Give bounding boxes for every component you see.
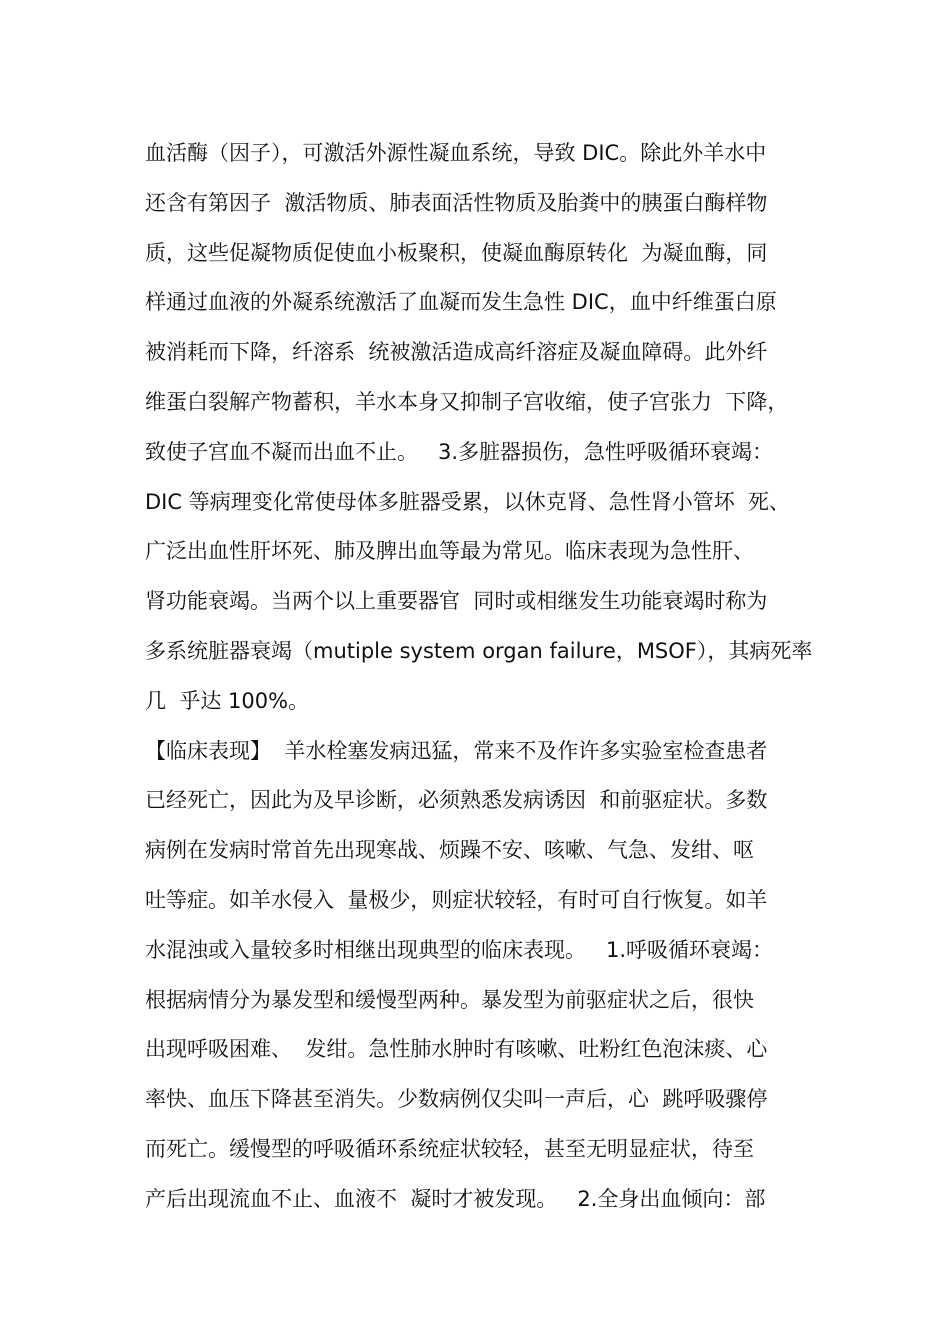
text-line: 根据病情分为暴发型和缓慢型两种。暴发型为前驱症状之后，很快: [145, 987, 754, 1012]
text-line: 血活酶（因子），可激活外源性凝血系统，导致 DIC。除此外羊水中: [145, 141, 767, 165]
text-line: 吐等症。如羊水侵入 量极少，则症状较轻，有时可自行恢复。如羊: [145, 887, 768, 912]
text-line: 率快、血压下降甚至消失。少数病例仅尖叫一声后，心 跳呼吸骤停: [145, 1087, 768, 1112]
text-line: 被消耗而下降，纤溶系 统被激活造成高纤溶症及凝血障碍。此外纤: [145, 340, 768, 365]
text-line: 广泛出血性肝坏死、肺及脾出血等最为常见。临床表现为急性肝、: [145, 539, 754, 564]
text-line: 产后出现流血不止、血液不 凝时才被发现。 2.全身出血倾向：部: [145, 1186, 766, 1211]
text-line: 水混浊或入量较多时相继出现典型的临床表现。 1.呼吸循环衰竭：: [145, 937, 774, 962]
text-line: 肾功能衰竭。当两个以上重要器官 同时或相继发生功能衰竭时称为: [145, 589, 768, 614]
document-body: [145, 129, 825, 1225]
text-line: 多系统脏器衰竭（mutiple system organ failure，MSOF），其病死率: [145, 638, 813, 663]
text-line: 致使子宫血不凝而出血不止。 3.多脏器损伤，急性呼吸循环衰竭：: [145, 439, 774, 464]
section-heading-line: 【临床表现】 羊水栓塞发病迅猛，常来不及作许多实验室检查患者: [145, 738, 768, 763]
text-line: 质，这些促凝物质促使血小板聚积，使凝血酶原转化 为凝血酶，同: [145, 240, 768, 265]
text-line: DIC 等病理变化常使母体多脏器受累，以休克肾、急性肾小管坏 死、: [145, 489, 791, 514]
text-line: 维蛋白裂解产物蓄积，羊水本身又抑制子宫收缩，使子宫张力 下降，: [145, 389, 789, 414]
text-line: 病例在发病时常首先出现寒战、烦躁不安、咳嗽、气急、发绀、呕: [145, 838, 754, 863]
text-line: 而死亡。缓慢型的呼吸循环系统症状较轻，甚至无明显症状，待至: [145, 1136, 754, 1161]
text-line: 几 乎达 100%。: [145, 688, 310, 713]
text-line: 样通过血液的外凝系统激活了血凝而发生急性 DIC，血中纤维蛋白原: [145, 290, 777, 315]
text-line: 出现呼吸困难、 发绀。急性肺水肿时有咳嗽、吐粉红色泡沫痰、心: [145, 1037, 768, 1062]
text-line: 还含有第因子 激活物质、肺表面活性物质及胎粪中的胰蛋白酶样物: [145, 190, 768, 215]
text-line: 已经死亡，因此为及早诊断，必须熟悉发病诱因 和前驱症状。多数: [145, 788, 768, 813]
